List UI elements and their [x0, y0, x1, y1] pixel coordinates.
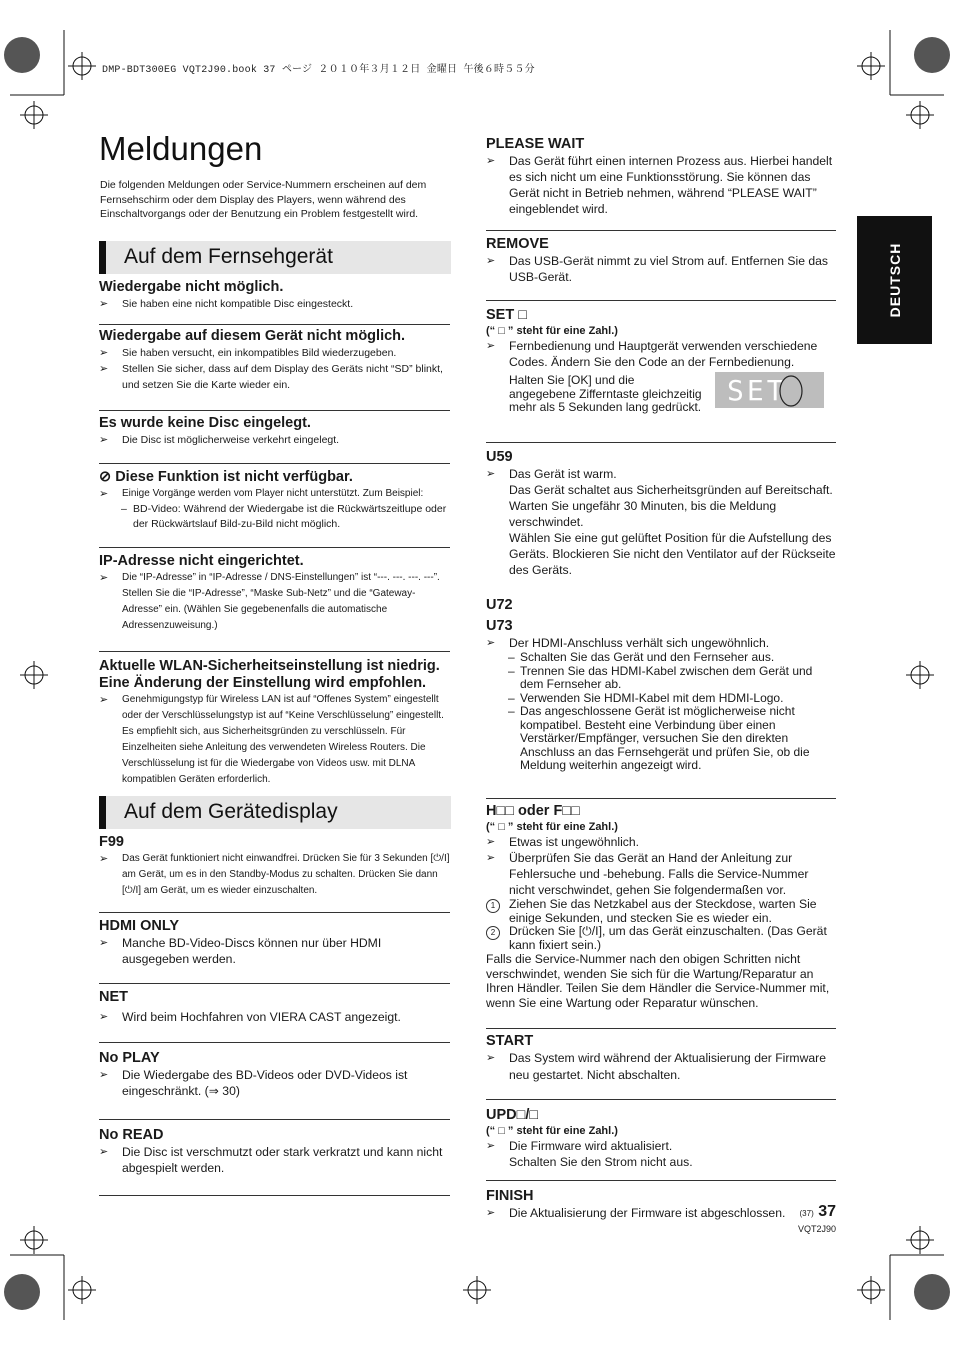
message-entry: No READ ➢ Die Disc ist verschmutzt oder stark verkratzt und kann nicht abgespielt werden. — [99, 1127, 450, 1196]
message-entry: UPD□/□ (“ □ ” steht für eine Zahl.) ➢ Die Firmware wird aktualisiert. Schalten Sie den Strom nicht aus. — [486, 1107, 836, 1181]
right-column — [486, 136, 836, 1221]
message-entry: Es wurde keine Disc eingelegt. ➢ Die Disc ist möglicherweise verkehrt eingelegt. — [99, 415, 450, 464]
arrow-icon: ➢ — [486, 836, 496, 848]
arrow-icon: ➢ — [486, 852, 496, 864]
page-title: Meldungen — [99, 130, 263, 167]
message-entry: HDMI ONLY ➢ Manche BD-Video-Discs können nur über HDMI ausgegeben werden. — [99, 918, 450, 984]
message-entry: PLEASE WAIT ➢ Das Gerät führt einen internen Prozess aus. Hierbei handelt es sich nicht um eine Funktionsstörung. Sie können das Gerät nicht in Betrieb nehmen, während “PLEASE WAIT” eingeblendet wird. — [486, 136, 836, 231]
message-entry: Wiedergabe auf diesem Gerät nicht möglich. ➢ Sie haben versucht, ein inkompatibles Bild wiederzugeben. ➢ Stellen Sie sicher, dass auf dem Display des Geräts nicht “SD” blinkt, und setzen Sie die Karte wieder ein. — [99, 328, 450, 411]
page-number: 37 — [818, 1203, 836, 1220]
message-entry: U59 ➢ Das Gerät ist warm. Das Gerät schaltet aus Sicherheitsgründen auf Bereitschaft. Warten Sie ungefähr 30 Minuten, bis die Meldung verschwindet. Wählen Sie eine gut gelüftet Position für die Aufstellung des Geräts. Blockieren Sie nicht den Ventilator auf der Rückseite des Geräts. — [486, 449, 836, 577]
step-1-icon: 1 — [486, 899, 500, 913]
doc-code: VQT2J90 — [797, 1224, 836, 1234]
arrow-icon: ➢ — [99, 937, 109, 949]
section-header-unit: Auf dem Gerätedisplay — [99, 796, 451, 829]
arrow-icon: ➢ — [486, 637, 496, 649]
message-entry: H□□ oder F□□ (“ □ ” steht für eine Zahl.) ➢ Etwas ist ungewöhnlich. ➢ Überprüfen Sie das Gerät an Hand der Anleitung zur Fehlersuche und -behebung. Falls die Service-Nummer nicht verschwindet, gehen Sie folgendermaßen vor. 1 Ziehen Sie das Netzkabel aus der Steckdose, warten Sie einige Sekunden, und stecken Sie es wieder ein. 2 Drücken Sie [⏻/I], um das Gerät einzuschalten. (Das Gerät kann fixiert sein.) Falls die Service-Nummer nach den obigen Schritten nicht verschwindet, wenden Sie sich für die Wartung/Reparatur an Ihren Händler. Teilen Sie dem Händler die Service-Nummer mit, wenn Sie eine Wartung oder Reparatur wünschen. — [486, 803, 836, 1029]
arrow-icon: ➢ — [486, 1052, 496, 1064]
arrow-icon: ➢ — [99, 488, 109, 500]
message-entry: NET ➢ Wird beim Hochfahren von VIERA CAST angezeigt. — [99, 989, 450, 1043]
message-entry: START ➢ Das System wird während der Aktualisierung der Firmware neu gestartet. Nicht abschalten. — [486, 1033, 836, 1100]
print-header: DMP-BDT300EG VQT2J90.book 37 ページ ２０１０年３月１２日 金曜日 午後６時５５分 — [102, 65, 535, 76]
arrow-icon: ➢ — [486, 1140, 496, 1152]
message-entry: IP-Adresse nicht eingerichtet. ➢ Die “IP-Adresse” in “IP-Adresse / DNS-Einstellungen” ist “---. ---. ---. ---”. Stellen Sie die “IP-Adresse”, “Maske Sub-Netz” und die “Gateway-Adresse” ein. (Wählen Sie gegebenenfalls die automatische Adressenzuweisung.) — [99, 553, 450, 652]
message-entry: No PLAY ➢ Die Wiedergabe des BD-Videos oder DVD-Videos ist eingeschränkt. (⇒ 30) — [99, 1050, 450, 1120]
section-header-tv: Auf dem Fernsehgerät — [99, 241, 451, 274]
arrow-icon: ➢ — [99, 363, 109, 375]
prohibited-icon: ⊘ — [99, 469, 116, 485]
arrow-icon: ➢ — [99, 1146, 109, 1158]
arrow-icon: ➢ — [99, 853, 109, 865]
message-entry: ⊘ Diese Funktion ist nicht verfügbar. ➢ Einige Vorgänge werden vom Player nicht unterstützt. Zum Beispiel: – BD-Video: Während der Wiedergabe ist die Rückwärtszeitlupe oder der Rückwärtslauf Bild-zu-Bild nicht möglich. — [99, 469, 450, 548]
arrow-icon: ➢ — [486, 1207, 496, 1219]
arrow-icon: ➢ — [486, 155, 496, 167]
left-column-top — [99, 279, 450, 804]
arrow-icon: ➢ — [99, 1069, 109, 1081]
arrow-icon: ➢ — [486, 468, 496, 480]
arrow-icon: ➢ — [99, 572, 109, 584]
arrow-icon: ➢ — [486, 340, 496, 352]
step-2-icon: 2 — [486, 926, 500, 940]
message-entry: REMOVE ➢ Das USB-Gerät nimmt zu viel Strom auf. Entfernen Sie das USB-Gerät. — [486, 236, 836, 301]
message-entry: SET □ (“ □ ” steht für eine Zahl.) ➢ Fernbedienung und Hauptgerät verwenden verschiedene Codes. Ändern Sie den Code an der Fernbedienung. Halten Sie [OK] und die angegebene Zifferntaste gleichzeitig mehr als 5 Sekunden lang gedrückt. — [486, 307, 836, 443]
lcd-text: SET 2 — [727, 374, 787, 440]
page-footer — [780, 1203, 836, 1221]
arrow-icon: ➢ — [99, 298, 109, 310]
message-entry: F99 ➢ Das Gerät funktioniert nicht einwandfrei. Drücken Sie für 3 Sekunden [⏻/I] am Gerät, um es in den Standby-Modus zu schalten. Drücken Sie dann [⏻/I] am Gerät, um es wieder einzuschalten. — [99, 834, 450, 913]
message-entry: Aktuelle WLAN-Sicherheitseinstellung ist niedrig. Eine Änderung der Einstellung wird empfohlen. ➢ Genehmigungstyp für Wireless LAN ist auf “Offenes System” eingestellt oder der Verschlüsselungstyp ist auf “Keine Verschlüsselung” eingestellt. Es empfiehlt sich, aus Sicherheitsgründen zu verschlüsseln. Für Einzelheiten siehe Anleitung des verwendeten Wireless Routers. Die Verschlüsselung ist für die Wiedergabe von Videos usw. mit DLNA kompatiblen Geräten erforderlich. — [99, 658, 450, 804]
arrow-icon: ➢ — [99, 434, 109, 446]
lcd-display-illustration — [715, 372, 824, 440]
arrow-icon: ➢ — [99, 347, 109, 359]
arrow-icon: ➢ — [99, 1011, 109, 1023]
page-ref: (37) — [799, 1209, 814, 1218]
left-column-bottom — [99, 834, 450, 1196]
message-entry: U72 U73 ➢ Der HDMI-Anschluss verhält sich ungewöhnlich. – Schalten Sie das Gerät und den Fernseher aus. – Trennen Sie das HDMI-Kabel zwischen dem Gerät und dem Fernseher ab. – Verwenden Sie HDMI-Kabel mit dem HDMI-Logo. – Das angeschlossene Gerät ist möglicherweise nicht kompatibel. Besteht eine Verbindung über einen Verstärker/Empfänger, versuchen Sie den direkten Anschluss an das Fernsehgerät und prüfen Sie, ob die Meldung weiterhin angezeigt wird. — [486, 597, 836, 799]
message-entry: FINISH ➢ Die Aktualisierung der Firmware ist abgeschlossen. — [486, 1188, 786, 1220]
highlight-circle-icon — [777, 374, 805, 408]
arrow-icon: ➢ — [99, 694, 109, 706]
message-entry: Wiedergabe nicht möglich. ➢ Sie haben eine nicht kompatible Disc eingesteckt. — [99, 279, 450, 325]
language-tab: DEUTSCH — [857, 216, 932, 344]
arrow-icon: ➢ — [486, 255, 496, 267]
intro-text: Die folgenden Meldungen oder Service-Nummern erscheinen auf dem Fernsehschirm oder dem Display des Players, wenn während des Einschaltvorgangs oder der Benutzung ein Problem festgestellt wird. — [100, 179, 427, 221]
